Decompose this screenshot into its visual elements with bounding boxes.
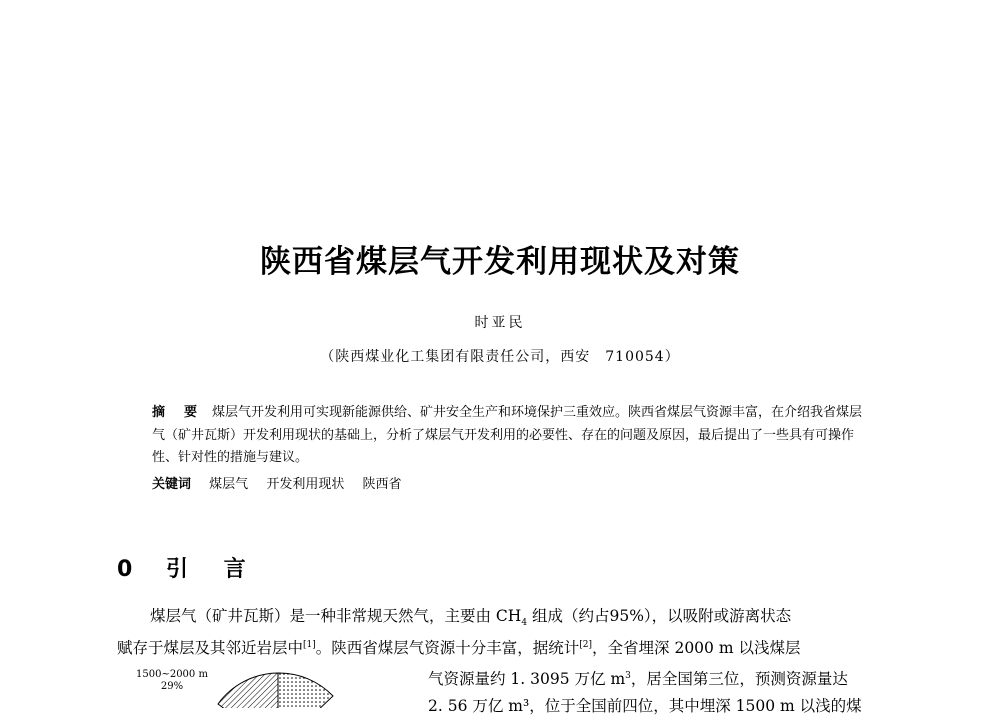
keyword: 煤层气	[209, 477, 249, 492]
section-title-char: 引	[165, 557, 188, 582]
abstract	[152, 402, 864, 470]
body-text: 。陕西省煤层气资源十分丰富，据统计	[315, 639, 580, 657]
section-title-char: 言	[223, 557, 246, 582]
paper-title: 陕西省煤层气开发利用现状及对策	[260, 244, 740, 280]
pie-slice-hatched	[218, 673, 278, 708]
body-line	[117, 636, 800, 658]
body-text: 赋存于煤层及其邻近岩层中	[117, 639, 304, 657]
keyword: 陕西省	[362, 477, 402, 492]
body-text: ，全省埋深 2000 m 以浅煤层	[592, 639, 801, 657]
abstract-text: 煤层气开发利用可实现新能源供给、矿井安全生产和环境保护三重效应。陕西省煤层气资源丰富，在介绍我省煤层气（矿井瓦斯）开发利用现状的基础上，分析了煤层气开发利用的必要性、存在的问题及原因，最后提出了一些具有可操作性、针对性的措施与建议。	[152, 405, 863, 465]
body-text: 气资源量约 1. 3095 万亿 m	[428, 670, 626, 688]
keywords	[152, 473, 864, 492]
figure-label-pct: 29%	[160, 681, 184, 692]
pie-chart-fragment	[118, 668, 418, 708]
keywords-label: 关键词	[152, 477, 192, 492]
section-number: 0	[117, 557, 133, 582]
subscript: 4	[521, 618, 528, 629]
pie-slice-dotted	[278, 673, 333, 708]
body-line	[150, 604, 791, 628]
superscript: 3	[625, 670, 631, 681]
author-affiliation: （陕西煤业化工集团有限责任公司，西安 710054）	[320, 349, 680, 365]
author-name: 时亚民	[474, 315, 526, 331]
abstract-label: 摘 要	[152, 405, 201, 420]
citation: [2]	[579, 639, 593, 650]
figure-label-range: 1500~2000 m	[136, 669, 208, 680]
section-heading	[117, 552, 246, 583]
body-text: ，居全国第三位，预测资源量达	[630, 670, 848, 688]
citation: [1]	[303, 639, 316, 650]
body-text: 组成（约占95%），以吸附或游离状态	[527, 607, 792, 625]
body-line: 2. 56 万亿 m³，位于全国前四位，其中埋深 1500 m 以浅的煤	[428, 697, 862, 715]
body-text: 煤层气（矿井瓦斯）是一种非常规天然气，主要由 CH	[150, 607, 522, 625]
body-line	[428, 667, 848, 689]
keyword: 开发利用现状	[266, 477, 345, 492]
